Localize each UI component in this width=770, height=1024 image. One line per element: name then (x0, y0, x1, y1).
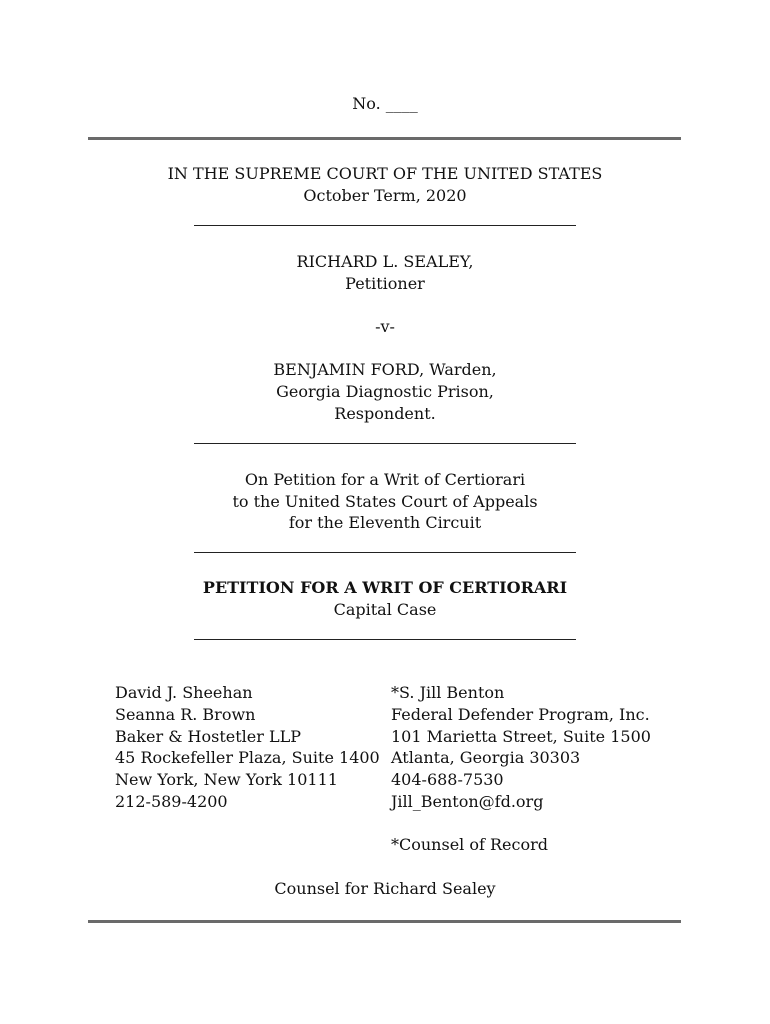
court-name: IN THE SUPREME COURT OF THE UNITED STATES (167, 164, 603, 183)
section-divider (194, 639, 576, 640)
section-divider (194, 552, 576, 553)
document-title: PETITION FOR A WRIT OF CERTIORARI (202, 578, 568, 597)
counsel-left-line: New York, New York 10111 (115, 770, 338, 790)
counsel-left-block (115, 682, 380, 813)
versus: -v- (375, 317, 395, 336)
counsel-right-block (391, 682, 651, 813)
court-term: October Term, 2020 (303, 186, 467, 205)
counsel-of-record-note: *Counsel of Record (391, 835, 549, 854)
counsel-right-line: 101 Marietta Street, Suite 1500 (391, 726, 651, 746)
respondent-institution: Georgia Diagnostic Prison, (276, 382, 494, 401)
counsel-left-line: David J. Sheehan (115, 683, 253, 702)
petition-origin-line2: to the United States Court of Appeals (232, 492, 538, 511)
petitioner-role: Petitioner (345, 274, 425, 293)
counsel-right-line: 404-688-7530 (391, 770, 504, 790)
counsel-left-line: 45 Rockefeller Plaza, Suite 1400 (115, 748, 380, 768)
counsel-right-line: Federal Defender Program, Inc. (391, 704, 650, 724)
case-type: Capital Case (333, 600, 437, 619)
respondent-role: Respondent. (334, 404, 436, 423)
counsel-left-line: Baker & Hostetler LLP (115, 726, 301, 746)
counsel-left-line: Seanna R. Brown (115, 704, 256, 724)
respondent-name: BENJAMIN FORD, Warden, (273, 360, 497, 379)
counsel-right-line: Atlanta, Georgia 30303 (391, 748, 581, 768)
counsel-left-line: 212-589-4200 (115, 791, 228, 811)
bottom-divider (88, 920, 681, 923)
counsel-for: Counsel for Richard Sealey (274, 879, 496, 898)
counsel-email: Jill_Benton@fd.org (391, 791, 544, 811)
counsel-right-line: *S. Jill Benton (391, 683, 505, 702)
section-divider (194, 225, 576, 226)
petition-origin-line1: On Petition for a Writ of Certiorari (244, 470, 526, 489)
docket-number: No. ____ (352, 94, 418, 113)
petitioner-name: RICHARD L. SEALEY, (296, 252, 474, 271)
section-divider (194, 443, 576, 444)
petition-origin-line3: for the Eleventh Circuit (288, 513, 482, 532)
top-divider (88, 137, 681, 140)
